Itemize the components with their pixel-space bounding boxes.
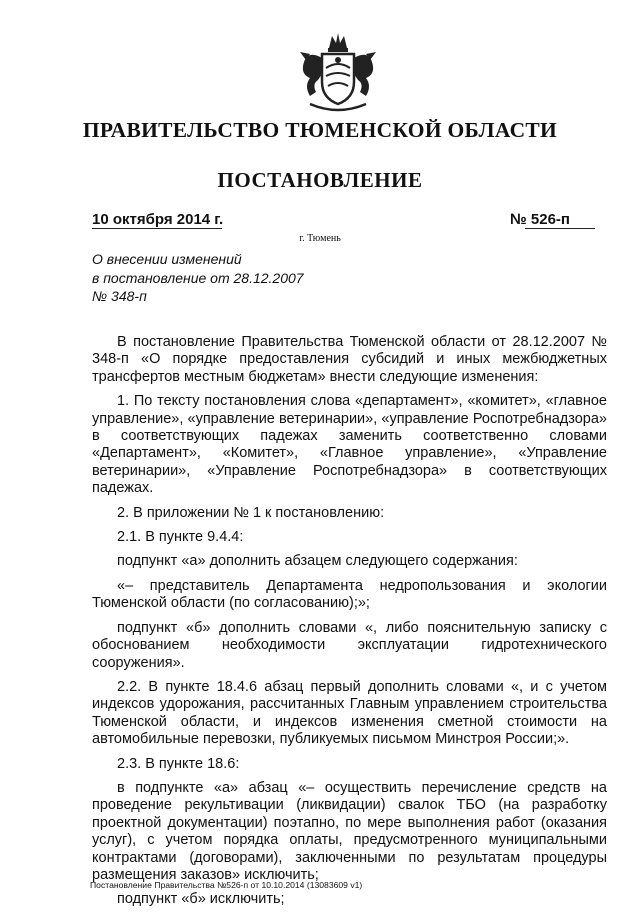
document-number: № 526-п bbox=[510, 211, 570, 228]
city-label: г. Тюмень bbox=[299, 233, 341, 244]
government-title: ПРАВИТЕЛЬСТВО ТЮМЕНСКОЙ ОБЛАСТИ bbox=[82, 118, 558, 142]
paragraph: подпункт «б» исключить; bbox=[117, 891, 285, 908]
paragraph: подпункт «б» дополнить словами «, либо пояснительную записку с обоснованием необходимости эксплуатации гидротехнического сооружения». bbox=[92, 619, 607, 671]
subject-line: О внесении изменений bbox=[92, 251, 242, 267]
paragraph: 1. По тексту постановления слова «департамент», «комитет», «главное управление», «управление ветеринарии», «управление Роспотребнадзора» в соответствующих падежах заменить соответственно словами «Департамент», «Комитет», «Главное управление», «Управление ветеринарии», «Управление Роспотребнадзора» в соответствующих падежах. bbox=[92, 393, 607, 497]
document-date: 10 октября 2014 г. bbox=[92, 211, 224, 228]
paragraph: 2.1. В пункте 9.4.4: bbox=[117, 529, 244, 546]
subject-line: № 348-п bbox=[92, 288, 147, 304]
document-type-title: ПОСТАНОВЛЕНИЕ bbox=[217, 168, 423, 192]
subject-line: в постановление от 28.12.2007 bbox=[92, 269, 304, 286]
paragraph: подпункт «а» дополнить абзацем следующего содержания: bbox=[117, 553, 518, 570]
document-subject bbox=[92, 250, 304, 306]
paragraph: 2.2. В пункте 18.4.6 абзац первый дополнить словами «, и с учетом индексов удорожания, рассчитанных Главным управлением строительства Тюменской области, и индексов изменения сметной стоимости на автомобильные перевозки, публикуемых письмом Минстроя России;». bbox=[92, 678, 607, 748]
date-underline bbox=[92, 228, 222, 229]
paragraph: в подпункте «а» абзац «– осуществить перечисление средств на проведение рекультивации (ликвидации) свалок ТБО (на разработку проектной документации) поэтапно, по мере выполнения работ (оказания услуг), с учетом порядка оплаты, предусмотренного муниципальными контрактами (договорами), заключенными по результатам процедуры размещения заказов» исключить; bbox=[92, 779, 607, 883]
paragraph: В постановление Правительства Тюменской области от 28.12.2007 № 348-п «О порядке предоставления субсидий и иных межбюджетных трансфертов местным бюджетам» внести следующие изменения: bbox=[92, 334, 607, 385]
paragraph: «– представитель Департамента недропользования и экологии Тюменской области (по согласованию);»; bbox=[92, 577, 607, 612]
document-body bbox=[92, 334, 607, 916]
document-footer: Постановление Правительства №526-п от 10.10.2014 (13083609 v1) bbox=[90, 880, 363, 890]
paragraph: 2. В приложении № 1 к постановлению: bbox=[117, 504, 385, 521]
paragraph: 2.3. В пункте 18.6: bbox=[117, 755, 240, 772]
tyumen-coat-of-arms-icon bbox=[296, 30, 380, 116]
number-underline bbox=[525, 228, 595, 229]
